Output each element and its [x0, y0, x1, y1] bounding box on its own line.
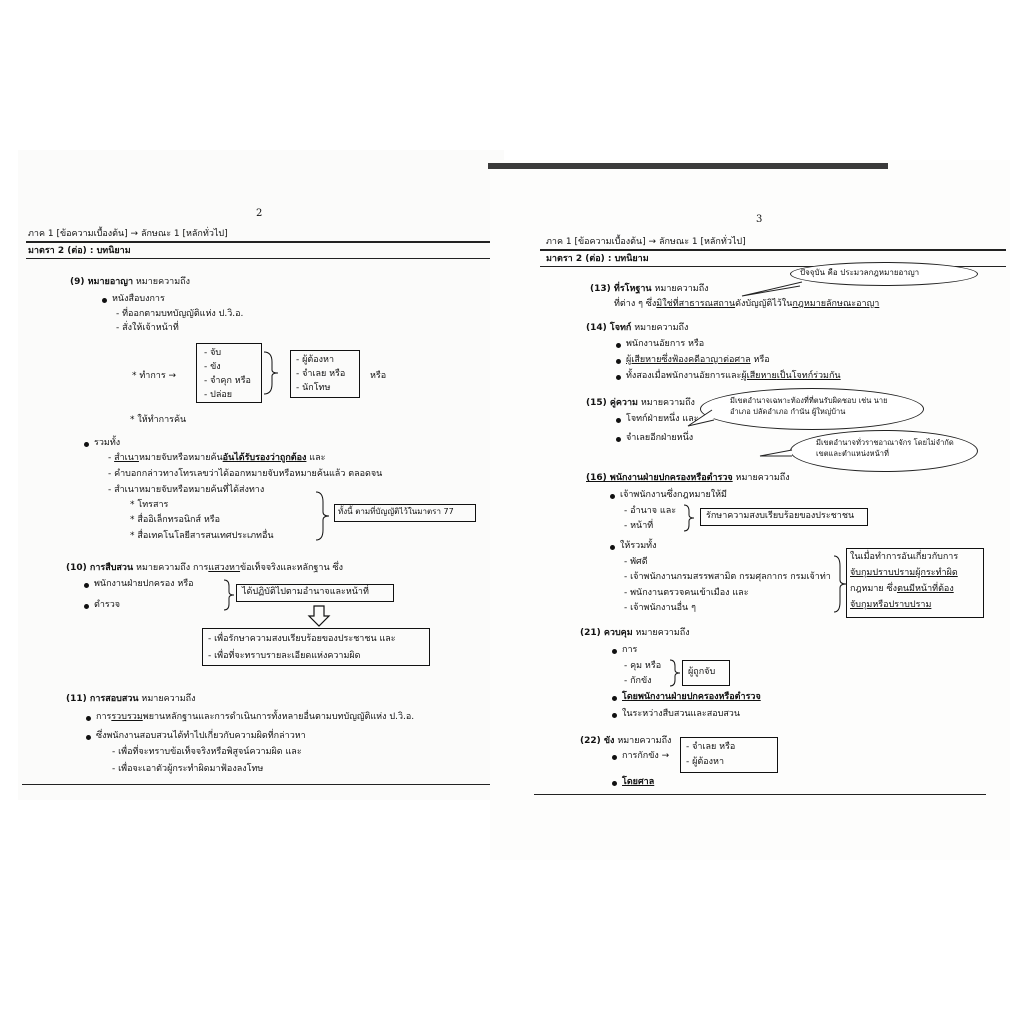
- d9-heading: (9) หมายอาญา หมายความถึง: [70, 277, 190, 287]
- right-header-rule: [540, 249, 1006, 251]
- d16-heading: (16) พนักงานฝ่ายปกครองหรือตำรวจ หมายความถึง: [586, 473, 790, 483]
- d14-line-3: ทั้งสองเมื่อพนักงานอัยการและผู้เสียหายเป็นโจทก์ร่วมกัน: [626, 371, 841, 381]
- bullet: [616, 343, 621, 348]
- bullet: [610, 494, 615, 499]
- d16-power-1: - อำนาจ และ: [624, 506, 677, 516]
- d14-line-1: พนักงานอัยการ หรือ: [626, 339, 705, 349]
- bullet: [612, 755, 617, 760]
- d11-line-1: การรวบรวมพยานหลักฐานและการดำเนินการทั้งหลายอื่นตามบทบัญญัติแห่ง ป.วิ.อ.: [96, 712, 415, 722]
- down-arrow-icon: [308, 605, 330, 627]
- d15-heading: (15) คู่ความ หมายความถึง: [586, 398, 695, 408]
- bullet: [84, 583, 89, 588]
- d15-comment-1: มีเขตอำนาจเฉพาะท้องที่ที่ตนรับผิดชอบ เช่น นายอำเภอ ปลัดอำเภอ กำนัน ผู้ใหญ่บ้าน: [730, 396, 888, 416]
- d21-line-3: ในระหว่างสืบสวนและสอบสวน: [622, 709, 741, 719]
- left-section-rule: [26, 258, 496, 259]
- d9-line-1: หนังสือบงการ: [112, 294, 165, 304]
- bullet: [102, 298, 107, 303]
- d11-line-3: - เพื่อที่จะทราบข้อเท็จจริงหรือพิสูจน์ความผิด และ: [112, 747, 302, 757]
- d10-heading: (10) การสืบสวน หมายความถึง การแสวงหาข้อเท็จจริงและหลักฐาน ซึ่ง: [66, 563, 343, 573]
- d9-medium-2: * สื่ออิเล็กทรอนิกส์ หรือ: [130, 515, 221, 525]
- d15-comment-2: มีเขตอำนาจทั่วราชอาณาจักร โดยไม่จำกัดเขตและตำแหน่งหน้าที่: [816, 438, 954, 458]
- d21-act-1: - คุม หรือ: [624, 661, 662, 671]
- d16-include-3: - พนักงานตรวจคนเข้าเมือง และ: [624, 588, 749, 598]
- bullet: [612, 696, 617, 701]
- d9-act-1: - จับ: [204, 348, 222, 358]
- d9-medium-3: * สื่อเทคโนโลยีสารสนเทศประเภทอื่น: [130, 531, 274, 541]
- left-header: ภาค 1 [ข้อความเบื้องต้น] → ลักษณะ 1 [หลักทั่วไป]: [28, 229, 228, 239]
- d11-heading: (11) การสอบสวน หมายความถึง: [66, 694, 196, 704]
- d21-line-2: โดยพนักงานฝ่ายปกครองหรือตำรวจ: [622, 692, 761, 702]
- d11-line-2: ซึ่งพนักงานสอบสวนได้ทำไปเกี่ยวกับความผิดที่กล่าวหา: [96, 731, 306, 741]
- d9-include: รวมทั้ง: [94, 438, 121, 448]
- bullet: [616, 437, 621, 442]
- d16-side-4: จับกุมหรือปราบปราม: [850, 600, 932, 610]
- bullet: [616, 375, 621, 380]
- d16-side-3: กฎหมาย ซึ่งตนมีหน้าที่ต้อง: [850, 584, 954, 594]
- bubble-tail-icon: [740, 276, 804, 298]
- left-footer-rule: [22, 784, 496, 785]
- d21-heading: (21) ควบคุม หมายความถึง: [580, 628, 690, 638]
- d10-duty: ได้ปฏิบัติไปตามอำนาจและหน้าที่: [242, 587, 369, 597]
- d11-line-4: - เพื่อจะเอาตัวผู้กระทำผิดมาฟ้องลงโทษ: [112, 764, 264, 774]
- d16-include-4: - เจ้าพนักงานอื่น ๆ: [624, 603, 696, 613]
- right-section-title: มาตรา 2 (ต่อ) : บทนิยาม: [546, 254, 649, 264]
- right-page-number: 3: [756, 214, 763, 225]
- d9-act-2: - ขัง: [204, 362, 221, 372]
- d22-heading: (22) ขัง หมายความถึง: [580, 736, 672, 746]
- d16-duty: รักษาความสงบเรียบร้อยของประชาชน: [706, 511, 855, 521]
- d15-line-2: จำเลยอีกฝ่ายหนึ่ง: [626, 433, 694, 443]
- d9-person-1: - ผู้ต้องหา: [296, 355, 335, 365]
- bullet: [86, 735, 91, 740]
- bullet: [612, 781, 617, 786]
- d10-objective-1: - เพื่อรักษาความสงบเรียบร้อยของประชาชน และ: [208, 634, 396, 644]
- left-section-title: มาตรา 2 (ต่อ) : บทนิยาม: [28, 246, 131, 256]
- d16-include: ให้รวมทั้ง: [620, 541, 657, 551]
- bubble-tail-icon: [758, 448, 794, 460]
- d16-line-1: เจ้าพนักงานซึ่งกฎหมายให้มี: [620, 490, 727, 500]
- d14-heading: (14) โจทก์ หมายความถึง: [586, 323, 689, 333]
- d9-telegram-line: - คำบอกกล่าวทางโทรเลขว่าได้ออกหมายจับหรือหมายค้นแล้ว ตลอดจน: [108, 469, 383, 479]
- d21-line-1: การ: [622, 645, 638, 655]
- d10-bracket-icon: [222, 578, 236, 612]
- d16-side-1: ในเมื่อทำการอันเกี่ยวกับการ: [850, 552, 959, 562]
- d10-objective-2: - เพื่อที่จะทราบรายละเอียดแห่งความผิด: [208, 651, 361, 661]
- d13-heading: (13) ที่รโหฐาน หมายความถึง: [590, 284, 709, 294]
- d9-copy-line: - สำเนาหมายจับหรือหมายค้นอันได้รับรองว่าถูกต้อง และ: [108, 453, 326, 463]
- d14-line-2: ผู้เสียหายซึ่งฟ้องคดีอาญาต่อศาล หรือ: [626, 355, 770, 365]
- d9-note: ทั้งนี้ ตามที่บัญญัติไว้ในมาตรา 77: [338, 507, 454, 516]
- d22-item-2: - ผู้ต้องหา: [686, 757, 725, 767]
- d9-act-3: - จำคุก หรือ: [204, 376, 251, 386]
- d16-include-2: - เจ้าพนักงานกรมสรรพสามิต กรมศุลกากร กรมเจ้าท่า: [624, 572, 831, 582]
- bullet: [610, 545, 615, 550]
- d9-search: * ให้ทำการค้น: [130, 415, 187, 425]
- bullet: [616, 359, 621, 364]
- d21-act-2: - กักขัง: [624, 676, 652, 686]
- right-header: ภาค 1 [ข้อความเบื้องต้น] → ลักษณะ 1 [หลักทั่วไป]: [546, 237, 746, 247]
- d9-person-2: - จำเลย หรือ: [296, 369, 346, 379]
- d22-line-1: การกักขัง →: [622, 751, 670, 761]
- d15-line-1: โจทก์ฝ่ายหนึ่ง และ: [626, 414, 699, 424]
- d21-arrested: ผู้ถูกจับ: [688, 667, 716, 677]
- bullet: [612, 649, 617, 654]
- bullet: [612, 713, 617, 718]
- d9-line-2: - ที่ออกตามบทบัญญัติแห่ง ป.วิ.อ.: [116, 309, 244, 319]
- d9-act-4: - ปล่อย: [204, 390, 233, 400]
- d21-bracket-icon: [668, 658, 682, 688]
- bullet: [616, 418, 621, 423]
- d9-sent-line: - สำเนาหมายจับหรือหมายค้นที่ได้ส่งทาง: [108, 485, 265, 495]
- d9-line-3: - สั่งให้เจ้าหน้าที่: [116, 323, 179, 333]
- right-page-top-shadow: [488, 163, 888, 169]
- d9-person-3: - นักโทษ: [296, 383, 331, 393]
- right-footer-rule: [534, 794, 986, 795]
- left-header-rule: [26, 241, 496, 243]
- d10-person-2: ตำรวจ: [94, 600, 121, 610]
- bullet: [84, 442, 89, 447]
- d10-person-1: พนักงานฝ่ายปกครอง หรือ: [94, 579, 194, 589]
- d9-act-label: * ทำการ →: [132, 371, 177, 381]
- d9-medium-1: * โทรสาร: [130, 500, 169, 510]
- d9-bracket-icon: [262, 350, 290, 396]
- d9-or: หรือ: [370, 371, 387, 381]
- d16-side-2: จับกุมปราบปรามผู้กระทำผิด: [850, 568, 958, 578]
- bullet: [84, 604, 89, 609]
- d22-item-1: - จำเลย หรือ: [686, 742, 736, 752]
- bullet: [86, 716, 91, 721]
- d13-line-1: ที่ต่าง ๆ ซึ่งมิใช่ที่สาธารณสถานดังบัญญัติไว้ในกฎหมายลักษณะอาญา: [614, 299, 880, 309]
- d16-power-2: - หน้าที่: [624, 521, 654, 531]
- d13-comment: ปัจจุบัน คือ ประมวลกฎหมายอาญา: [800, 268, 920, 277]
- d9-medium-bracket-icon: [314, 490, 334, 542]
- d22-line-2: โดยศาล: [622, 777, 655, 787]
- d16-include-1: - พัศดี: [624, 557, 648, 567]
- left-page-number: 2: [256, 208, 263, 219]
- d16-bracket-icon: [682, 503, 698, 533]
